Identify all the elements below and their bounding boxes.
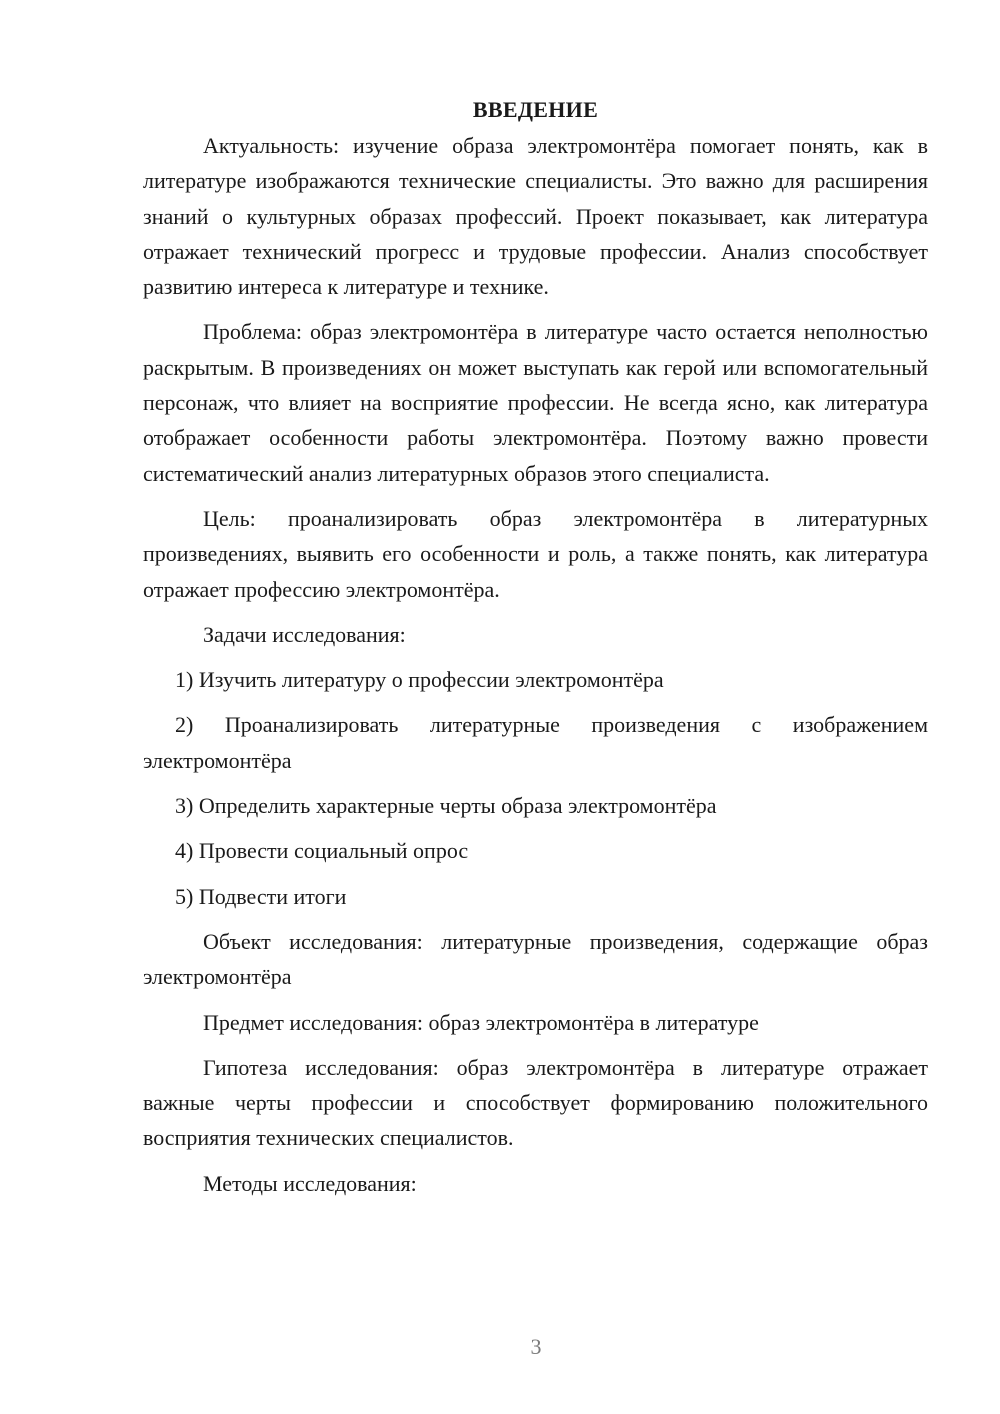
list-item: 5) Подвести итоги xyxy=(175,883,347,909)
methods-heading: Методы исследования: xyxy=(203,1170,417,1196)
list-item: 4) Провести социальный опрос xyxy=(175,838,469,864)
page-title: ВВЕДЕНИЕ xyxy=(472,97,599,122)
problem-paragraph: Проблема: образ электромонтёра в литературе часто остается неполностью раскрытым. В произведениях он может выступать как герой или вспомогательный персонаж, что влияет на восприятие профессии. Не всегда ясно, как литература отображает особенности работы электромонтёра. Поэтому важно провести систематический анализ литературных образов этого специалиста. xyxy=(143,319,928,486)
goal-paragraph: Цель: проанализировать образ электромонтёра в литературных произведениях, выявить его особенности и роль, а также понять, как литература отражает профессию электромонтёра. xyxy=(143,505,928,602)
list-item: 1) Изучить литературу о профессии электромонтёра xyxy=(175,667,664,693)
page-number: 3 xyxy=(530,1334,542,1359)
document-page xyxy=(143,92,928,1211)
object-paragraph: Объект исследования: литературные произведения, содержащие образ электромонтёра xyxy=(143,928,928,990)
list-item: 2) Проанализировать литературные произведения с изображением электромонтёра xyxy=(143,712,928,773)
hypothesis-paragraph: Гипотеза исследования: образ электромонтёра в литературе отражает важные черты профессии и способствует формированию положительного восприятия технических специалистов. xyxy=(143,1054,928,1151)
tasks-heading: Задачи исследования: xyxy=(203,621,406,647)
subject-paragraph: Предмет исследования: образ электромонтёра в литературе xyxy=(203,1009,759,1035)
list-item: 3) Определить характерные черты образа электромонтёра xyxy=(175,793,717,819)
tasks-list xyxy=(143,662,928,914)
relevance-paragraph: Актуальность: изучение образа электромонтёра помогает понять, как в литературе изображаются технические специалисты. Это важно для расширения знаний о культурных образах профессий. Проект показывает, как литература отражает технический прогресс и трудовые профессии. Анализ способствует развитию интереса к литературе и технике. xyxy=(143,133,928,300)
